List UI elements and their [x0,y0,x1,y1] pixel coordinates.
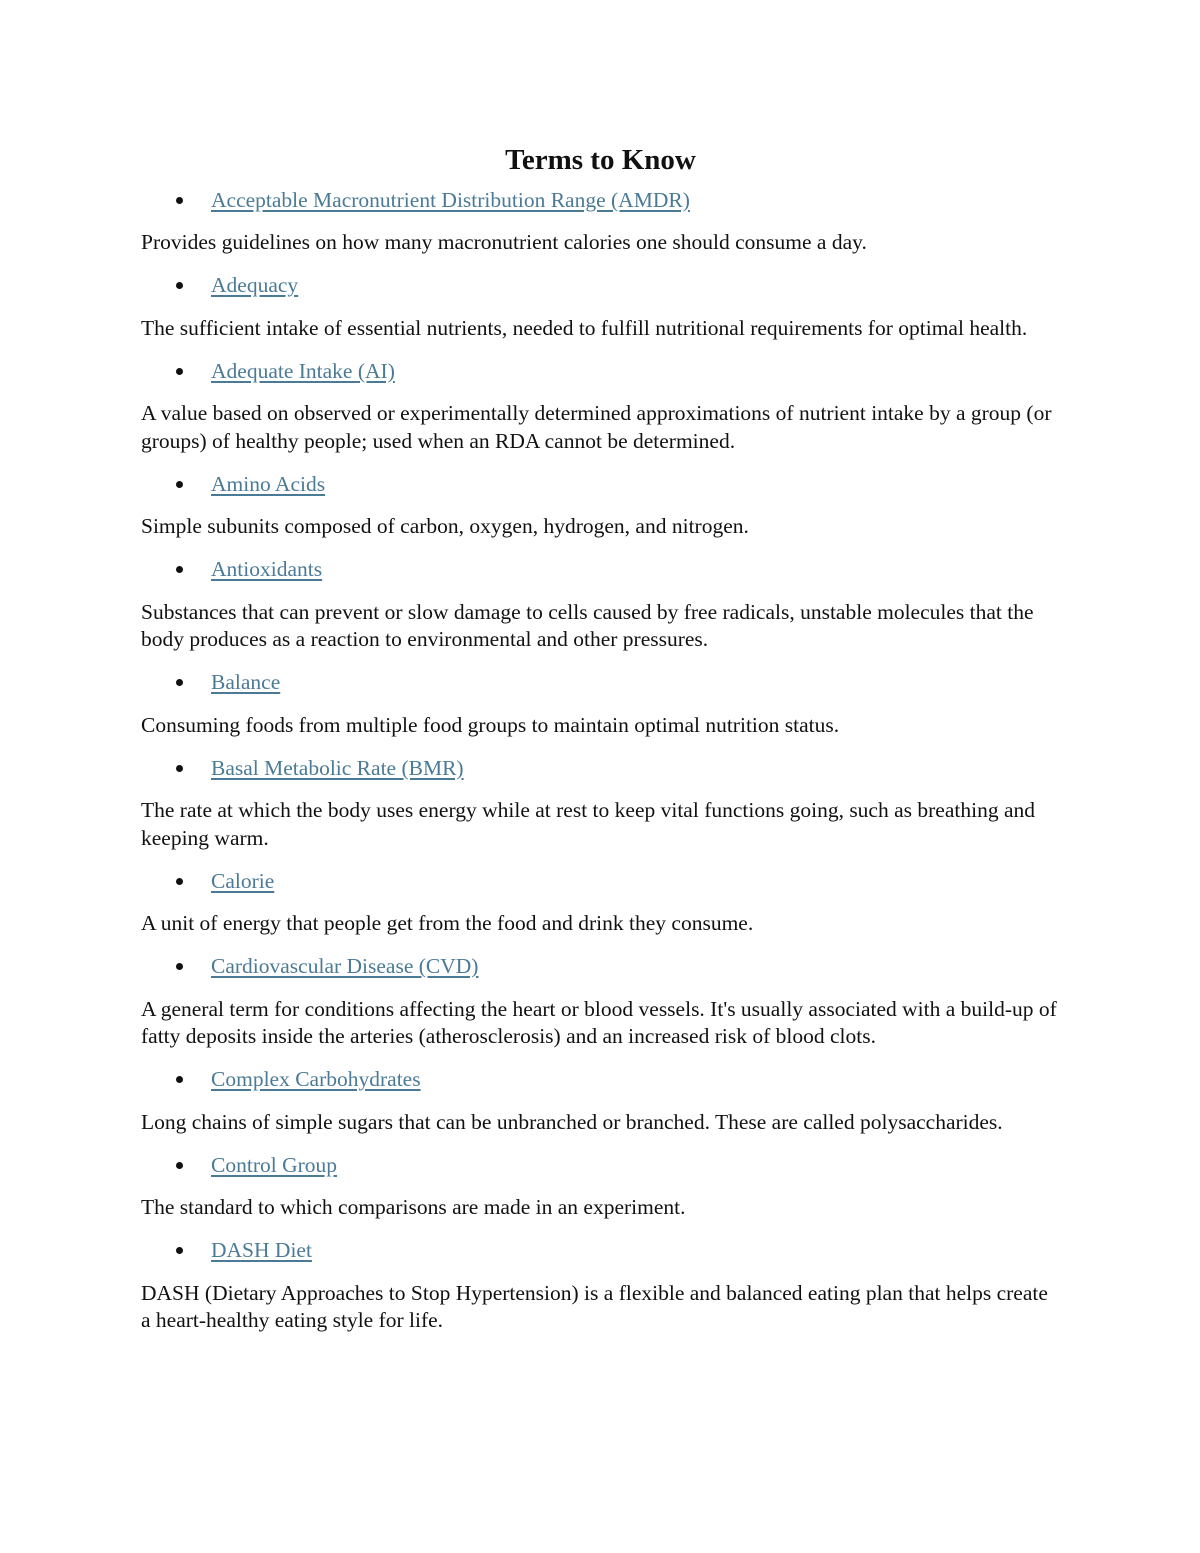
terms-list [141,187,1060,1335]
term-list-item [141,1152,1060,1178]
term-entry [141,358,1060,455]
term-definition: Long chains of simple sugars that can be unbranched or branched. These are called polysaccharides. [141,1109,1003,1134]
term-entry [141,1152,1060,1222]
term-definition: A unit of energy that people get from the food and drink they consume. [141,911,754,935]
bullet-icon [176,765,183,772]
term-entry [141,755,1060,852]
bullet-icon [176,1247,183,1254]
term-list-item [141,471,1060,497]
term-list-item [141,557,1060,583]
term-definition: A general term for conditions affecting the heart or blood vessels. It's usually associated with a build-up of fatty deposits inside the arteries (atherosclerosis) and an increased risk of blood clots. [141,996,1057,1048]
term-entry [141,1238,1060,1335]
term-link[interactable]: Antioxidants [211,557,323,581]
term-list-item [141,954,1060,980]
bullet-icon [176,878,183,885]
bullet-icon [176,963,183,970]
term-link[interactable]: Adequate Intake (AI) [211,358,395,383]
term-entry [141,273,1060,343]
term-definition: A value based on observed or experimentally determined approximations of nutrient intake by a group (or groups) of healthy people; used when an RDA cannot be determined. [141,401,1052,453]
term-link[interactable]: Amino Acids [211,471,326,496]
term-list-item [141,1238,1060,1264]
term-link[interactable]: Acceptable Macronutrient Distribution Range (AMDR) [211,187,690,212]
term-entry [141,1067,1060,1137]
term-definition: Substances that can prevent or slow damage to cells caused by free radicals, unstable molecules that the body produces as a reaction to environmental and other pressures. [141,599,1034,651]
bullet-icon [176,1162,183,1169]
term-list-item [141,868,1060,894]
bullet-icon [176,368,183,375]
term-entry [141,187,1060,257]
term-list-item [141,670,1060,696]
term-link[interactable]: DASH Diet [211,1238,312,1262]
bullet-icon [176,282,183,289]
term-list-item [141,273,1060,299]
term-entry [141,868,1060,938]
term-link[interactable]: Balance [211,670,281,694]
term-link[interactable]: Complex Carbohydrates [211,1067,421,1091]
term-list-item [141,358,1060,384]
term-definition: The sufficient intake of essential nutrients, needed to fulfill nutritional requirements for optimal health. [141,315,1028,340]
term-entry [141,954,1060,1051]
bullet-icon [176,481,183,488]
term-link[interactable]: Calorie [211,868,275,893]
page-title: Terms to Know [505,144,696,176]
term-definition: DASH (Dietary Approaches to Stop Hypertension) is a flexible and balanced eating plan that helps create a heart-healthy eating style for life. [141,1280,1048,1332]
term-link[interactable]: Adequacy [211,273,299,297]
term-link[interactable]: Basal Metabolic Rate (BMR) [211,755,464,780]
bullet-icon [176,1076,183,1083]
term-definition: The standard to which comparisons are made in an experiment. [141,1195,686,1219]
term-list-item [141,755,1060,781]
term-list-item [141,187,1060,213]
term-link[interactable]: Control Group [211,1152,338,1177]
term-entry [141,471,1060,541]
term-list-item [141,1067,1060,1093]
term-definition: Simple subunits composed of carbon, oxygen, hydrogen, and nitrogen. [141,514,749,538]
term-definition: Consuming foods from multiple food groups to maintain optimal nutrition status. [141,712,840,737]
bullet-icon [176,197,183,204]
term-definition: Provides guidelines on how many macronutrient calories one should consume a day. [141,230,867,254]
term-entry [141,670,1060,740]
bullet-icon [176,566,183,573]
term-link[interactable]: Cardiovascular Disease (CVD) [211,954,479,978]
bullet-icon [176,679,183,686]
term-entry [141,557,1060,654]
term-definition: The rate at which the body uses energy while at rest to keep vital functions going, such as breathing and keeping warm. [141,798,1035,850]
